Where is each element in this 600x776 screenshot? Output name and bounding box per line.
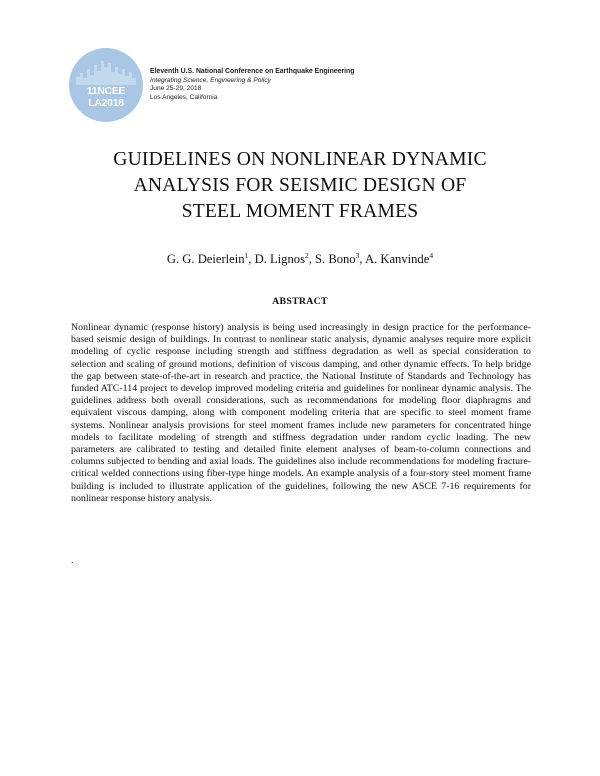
author-affiliation-mark: 2 — [304, 251, 309, 260]
conference-info — [150, 68, 354, 102]
conference-theme: Integrating Science, Engineering & Policy — [150, 76, 271, 84]
abstract-body: Nonlinear dynamic (response history) analysis is being used increasingly in design practice for the performance-based seismic design of buildings. In contrast to nonlinear static analysis, dynamic analyses require more explicit modeling of cyclic response including strength and stiffness degradation as well as special consideration to selection and scaling of ground motions, definition of viscous damping, and other dynamic effects. To help bridge the gap between state-of-the-art in research and practice, the National Institute of Standards and Technology has funded ATC-114 project to develop improved modeling criteria and guidelines for nonlinear dynamic analysis. The guidelines address both overall considerations, such as recommendations for modeling floor diaphragms and equivalent viscous damping, along with component modeling criteria that are specific to steel moment frame systems. Nonlinear analysis provisions for steel moment frames include new parameters for concentrated hinge models to facilitate modeling of strength and stiffness degradation under random cyclic loading. The new parameters are calibrated to testing and detailed finite element analyses of beam-to-column connections and columns subjected to bending and axial loads. The guidelines also include recommendations for modeling fracture-critical welded connections using fiber-type hinge models. An example analysis of a four-story steel moment frame building is included to illustrate application of the guidelines, following the new ASCE 7-16 requirements for nonlinear response history analysis. — [71, 322, 531, 504]
paper-title — [0, 147, 600, 225]
title-line: STEEL MOMENT FRAMES — [181, 201, 419, 222]
author-name: A. Kanvinde — [364, 252, 430, 267]
author-separator: , — [248, 252, 255, 267]
conference-name: Eleventh U.S. National Conference on Earthquake Engineering — [150, 68, 355, 75]
conference-location: Los Angeles, California — [150, 93, 218, 101]
conference-dates: June 25-29, 2018 — [150, 85, 202, 93]
trailing-mark: . — [71, 555, 74, 566]
author-name: G. G. Deierlein — [166, 252, 245, 267]
logo-line-1: 11NCEE — [86, 85, 126, 97]
logo-line-2: LA2018 — [88, 97, 124, 109]
conference-logo — [68, 47, 144, 123]
title-line: GUIDELINES ON NONLINEAR DYNAMIC — [113, 149, 487, 170]
author-affiliation-mark: 3 — [355, 251, 360, 260]
author-list — [0, 251, 600, 267]
author-affiliation-mark: 4 — [429, 251, 434, 260]
title-line: ANALYSIS FOR SEISMIC DESIGN OF — [133, 175, 467, 196]
author-name: S. Bono — [315, 252, 356, 267]
author-affiliation-mark: 1 — [244, 251, 249, 260]
author-separator: , — [308, 252, 316, 267]
author-name: D. Lignos — [254, 252, 305, 267]
abstract-heading: ABSTRACT — [272, 296, 328, 307]
author-separator: , — [359, 252, 365, 267]
